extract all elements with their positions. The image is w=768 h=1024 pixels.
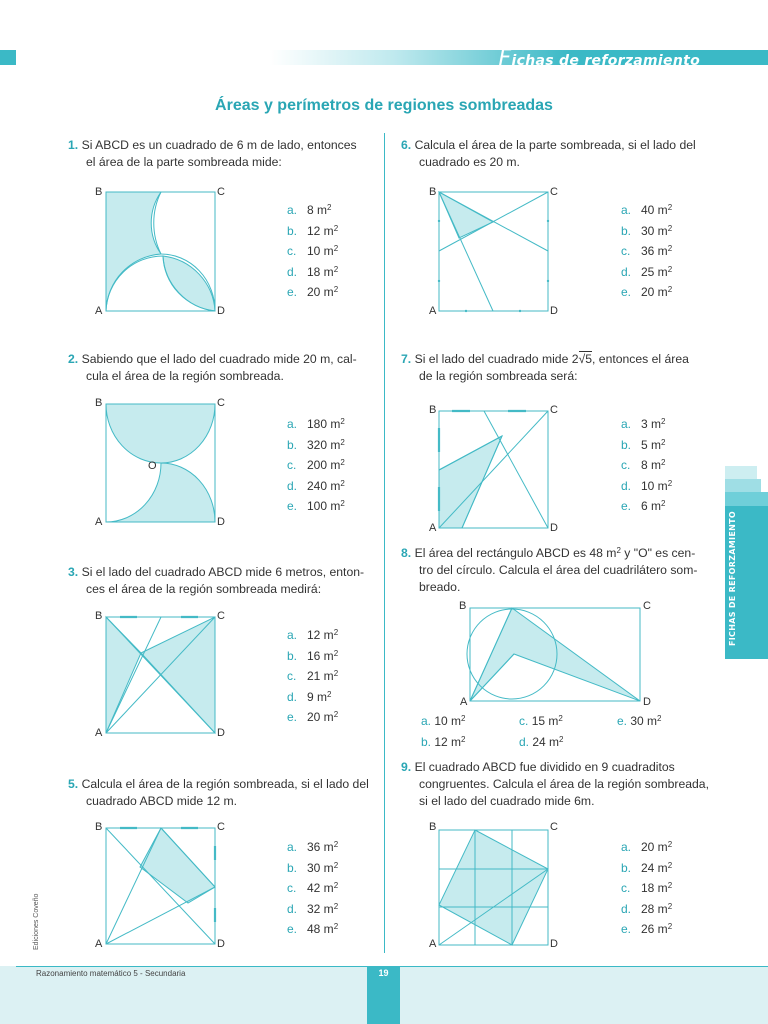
option[interactable]: b. 320 $m^2$ — [287, 437, 345, 452]
problem-number: 9. — [401, 760, 412, 774]
vertex-label-d: D — [217, 516, 225, 528]
option[interactable]: d. 28 $m^2$ — [621, 901, 673, 916]
vertex-label-c: C — [550, 186, 558, 198]
header-title: Fichas de reforzamiento — [498, 46, 700, 71]
option[interactable]: c. 8 $m^2$ — [621, 458, 666, 472]
vertex-label-b: B — [95, 610, 103, 622]
vertex-label-b: B — [429, 821, 437, 833]
vertex-label-b: B — [459, 600, 467, 612]
vertex-label-c: C — [643, 600, 651, 612]
vertex-label-c: C — [217, 821, 225, 833]
vertex-label-d: D — [550, 522, 558, 534]
option[interactable]: a. 20 $m^2$ — [621, 840, 673, 854]
vertex-label-b: B — [429, 186, 437, 198]
vertex-label-c: C — [217, 610, 225, 622]
option[interactable]: a. 8 $m^2$ — [287, 203, 332, 217]
option[interactable]: b. 30 $m^2$ — [287, 860, 339, 875]
vertex-label-a: A — [95, 516, 103, 528]
problem-number: 1. — [68, 138, 79, 152]
option[interactable]: e. 30 $m^2$ — [617, 714, 662, 728]
vertex-label-c: C — [550, 404, 558, 416]
option[interactable]: e. 100 $m^2$ — [287, 499, 345, 513]
vertex-label-c: C — [217, 397, 225, 409]
page-title: Áreas y perímetros de regiones sombreadas — [215, 97, 553, 114]
option[interactable]: a. 10 $m^2$ — [421, 714, 466, 728]
option[interactable]: b. 30 $m^2$ — [621, 223, 673, 238]
option[interactable]: e. 20 $m^2$ — [621, 285, 673, 299]
option[interactable]: d. 32 $m^2$ — [287, 901, 339, 916]
option[interactable]: a. 12 $m^2$ — [287, 628, 339, 642]
option[interactable]: d. 10 $m^2$ — [621, 478, 673, 493]
option[interactable]: b. 16 $m^2$ — [287, 648, 339, 663]
option[interactable]: e. 6 $m^2$ — [621, 499, 666, 513]
problem-6: 6. Calcula el área de la parte sombreada, si el lado del cuadrado es 20 m. — [401, 138, 696, 169]
option[interactable]: e. 20 $m^2$ — [287, 285, 339, 299]
vertex-label-d: D — [550, 305, 558, 317]
problem-7: 7. Si el lado del cuadrado mide 2√5, entonces el área de la región sombreada será: — [401, 352, 689, 383]
vertex-label-c: C — [217, 186, 225, 198]
side-tab-label: FICHAS DE REFORZAMIENTO — [728, 511, 737, 646]
option[interactable]: c. 18 $m^2$ — [621, 881, 673, 895]
option[interactable]: d. 18 $m^2$ — [287, 264, 339, 279]
problem-number: 8. — [401, 546, 412, 560]
option[interactable]: a. 40 $m^2$ — [621, 203, 673, 217]
option[interactable]: d. 24 $m^2$ — [519, 735, 564, 749]
problem-8: 8. El área del rectángulo ABCD es 48 $m^2$ y "O" es cen- tro del círculo. Calcula el área del cuadrilátero som- breado. — [401, 546, 698, 594]
problem-number: 3. — [68, 565, 79, 579]
vertex-label-d: D — [643, 696, 651, 708]
option[interactable]: e. 20 $m^2$ — [287, 710, 339, 724]
problem-number: 7. — [401, 352, 412, 366]
vertex-label-a: A — [429, 522, 437, 534]
option[interactable]: d. 25 $m^2$ — [621, 264, 673, 279]
page-number: 19 — [378, 968, 389, 978]
vertex-label-b: B — [95, 186, 103, 198]
problem-number: 5. — [68, 777, 79, 791]
options-9 — [621, 837, 672, 940]
problem-9: 9. El cuadrado ABCD fue dividido en 9 cuadraditos congruentes. Calcula el área de la región sombreada, si el lado del cuadrado mide 6m. — [401, 760, 709, 808]
vertex-label-c: C — [550, 821, 558, 833]
option[interactable]: e. 26 $m^2$ — [621, 922, 673, 936]
vertex-label-b: B — [95, 397, 103, 409]
vertex-label-d: D — [217, 938, 225, 950]
option[interactable]: b. 24 $m^2$ — [621, 860, 673, 875]
vertex-label-a: A — [429, 305, 437, 317]
problem-number: 6. — [401, 138, 412, 152]
option[interactable]: a. 36 $m^2$ — [287, 840, 339, 854]
vertex-label-a: A — [429, 938, 437, 950]
center-label-o: O — [148, 460, 157, 472]
vertex-label-b: B — [429, 404, 437, 416]
problem-5: 5. Calcula el área de la región sombreada, si el lado del cuadrado ABCD mide 12 m. — [68, 777, 369, 808]
option[interactable]: c. 15 $m^2$ — [519, 714, 563, 728]
option[interactable]: c. 200 $m^2$ — [287, 458, 345, 472]
option[interactable]: c. 42 $m^2$ — [287, 881, 339, 895]
vertex-label-b: B — [95, 821, 103, 833]
vertex-label-d: D — [217, 305, 225, 317]
option[interactable]: c. 36 $m^2$ — [621, 244, 673, 258]
problem-1: 1. Si ABCD es un cuadrado de 6 m de lado, entonces el área de la parte sombreada mide: — [68, 138, 357, 169]
option[interactable]: d. 240 $m^2$ — [287, 478, 345, 493]
footer-book-title: Razonamiento matemático 5 - Secundaria — [36, 969, 186, 978]
problem-2: 2. Sabiendo que el lado del cuadrado mide 20 m, cal- cula el área de la región sombreada. — [68, 352, 357, 383]
option[interactable]: a. 3 $m^2$ — [621, 417, 666, 431]
problem-number: 2. — [68, 352, 79, 366]
problem-3: 3. Si el lado del cuadrado ABCD mide 6 metros, enton- ces el área de la región sombreada medirá: — [68, 565, 365, 596]
option[interactable]: b. 12 $m^2$ — [421, 735, 466, 749]
option[interactable]: b. 5 $m^2$ — [621, 437, 666, 452]
vertex-label-a: A — [95, 938, 103, 950]
vertex-label-d: D — [550, 938, 558, 950]
vertex-label-a: A — [95, 305, 103, 317]
option[interactable]: c. 21 $m^2$ — [287, 669, 339, 683]
vertex-label-a: A — [460, 696, 468, 708]
option[interactable]: a. 180 $m^2$ — [287, 417, 345, 431]
option[interactable]: e. 48 $m^2$ — [287, 922, 339, 936]
vertex-label-d: D — [217, 727, 225, 739]
option[interactable]: d. 9 $m^2$ — [287, 689, 332, 704]
publisher-label: Ediciones Coveño — [33, 893, 40, 950]
vertex-label-a: A — [95, 727, 103, 739]
option[interactable]: c. 10 $m^2$ — [287, 244, 339, 258]
option[interactable]: b. 12 $m^2$ — [287, 223, 339, 238]
